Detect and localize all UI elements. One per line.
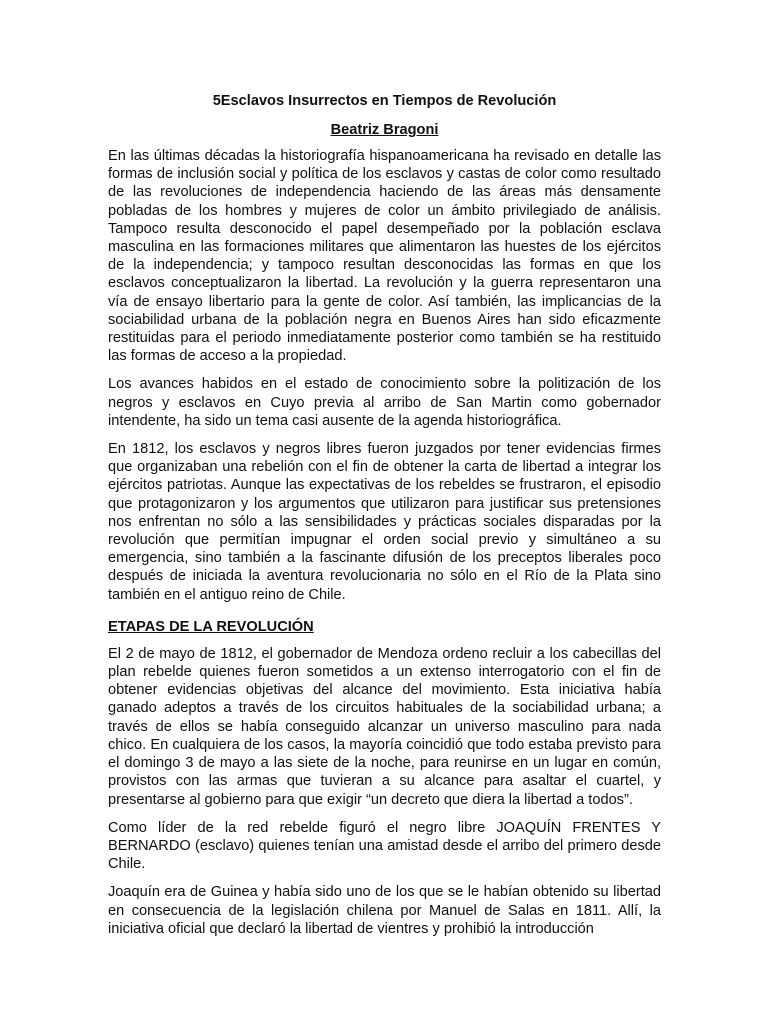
document-author: Beatriz Bragoni bbox=[330, 122, 439, 138]
paragraph-2: Los avances habidos en el estado de conocimiento sobre la politización de los negros y esclavos en Cuyo previa al arribo de San Martin como gobernador intendente, ha sido un tema casi ausente de la agenda historiográfica. bbox=[108, 376, 661, 429]
document-title: 5Esclavos Insurrectos en Tiempos de Revolución bbox=[212, 93, 557, 109]
paragraph-3: En 1812, los esclavos y negros libres fueron juzgados por tener evidencias firmes que organizaban una rebelión con el fin de obtener la carta de libertad a integrar los ejércitos patriotas. Aunque las expectativas de los rebeldes se frustraron, el episodio que protagonizaron y los argumentos que utilizaron para justificar sus pretensiones nos enfrentan no sólo a las sensibilidades y prácticas sociales disparadas por la revolución que permitían impugnar el orden social previo y simultáneo a su emergencia, sino también a la fascinante difusión de los preceptos liberales poco después de iniciada la aventura revolucionaria no sólo en el Río de la Plata sino también en el antiguo reino de Chile. bbox=[108, 441, 661, 603]
section-paragraph-3: Joaquín era de Guinea y había sido uno de los que se le habían obtenido su libertad en consecuencia de la legislación chilena por Manuel de Salas en 1811. Allí, la iniciativa oficial que declaró la libertad de vientres y prohibió la introducción bbox=[108, 884, 661, 937]
paragraph-1: En las últimas décadas la historiografía hispanoamericana ha revisado en detalle las formas de inclusión social y política de los esclavos y castas de color como resultado de las revoluciones de independencia haciendo de las áreas más densamente pobladas de los hombres y mujeres de color un ámbito privilegiado de análisis. Tampoco resulta desconocido el papel desempeñado por la población esclava masculina en las formaciones militares que alimentaron las huestes de los ejércitos de la independencia; y tampoco resultan desconocidas las formas en que los esclavos conceptualizaron la libertad. La revolución y la guerra representaron una vía de ensayo libertario para la gente de color. Así también, las implicancias de la sociabilidad urbana de la población negra en Buenos Aires han sido eficazmente restituidas para el periodo inmediatamente posterior como también se ha restituido las formas de acceso a la propiedad. bbox=[108, 148, 661, 365]
document-page bbox=[108, 92, 661, 948]
section-paragraph-1: El 2 de mayo de 1812, el gobernador de Mendoza ordeno recluir a los cabecillas del plan rebelde quienes fueron sometidos a un extenso interrogatorio con el fin de obtener evidencias objetivas del alcance del movimiento. Esta iniciativa había ganado adeptos a través de los circuitos habituales de la sociabilidad urbana; a través de ellos se había conseguido alcanzar un universo masculino para nada chico. En cualquiera de los casos, la mayoría coincidió que todo estaba previsto para el domingo 3 de mayo a las siete de la noche, para reunirse en un lugar en común, provistos con las armas que tuvieran a su alcance para asaltar el cuartel, y presentarse al gobierno para que exigir “un decreto que diera la libertad a todos”. bbox=[108, 645, 661, 808]
section-paragraph-2: Como líder de la red rebelde figuró el negro libre JOAQUÍN FRENTES Y BERNARDO (esclavo) quienes tenían una amistad desde el arribo del primero desde Chile. bbox=[108, 819, 661, 873]
section-heading: ETAPAS DE LA REVOLUCIÓN bbox=[108, 618, 314, 635]
